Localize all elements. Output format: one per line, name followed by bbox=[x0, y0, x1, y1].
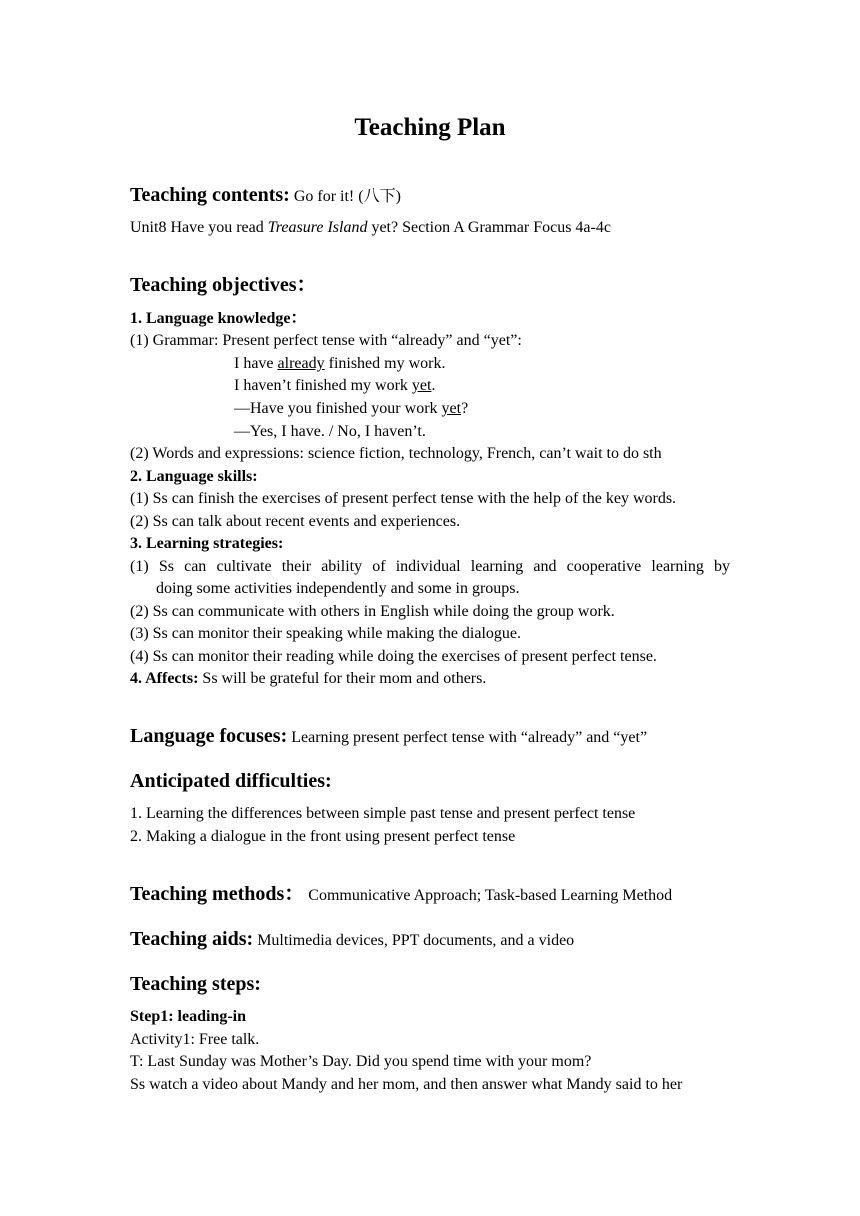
teaching-methods-label: Teaching methods： bbox=[130, 883, 305, 905]
words-line: (2) Words and expressions: science fiction, technology, French, can’t wait to do sth bbox=[130, 445, 662, 462]
skills-item-1: (1) Ss can finish the exercises of present perfect tense with the help of the key words. bbox=[130, 490, 677, 507]
unit-line bbox=[130, 217, 611, 239]
example-3 bbox=[234, 398, 468, 420]
teaching-methods-value: Communicative Approach; Task-based Learning Method bbox=[304, 887, 673, 904]
language-knowledge-title: 1. Language knowledge： bbox=[130, 310, 307, 327]
affects-line bbox=[130, 668, 486, 690]
learning-strategies-title: 3. Learning strategies: bbox=[130, 535, 284, 552]
language-focuses-value: Learning present perfect tense with “already” and “yet” bbox=[287, 729, 648, 746]
example-1-text-a: I have bbox=[234, 355, 278, 372]
difficulties-heading: Anticipated difficulties: bbox=[130, 770, 332, 792]
strategies-item-2: (2) Ss can communicate with others in English while doing the group work. bbox=[130, 603, 615, 620]
language-focuses-label: Language focuses: bbox=[130, 725, 288, 747]
teaching-steps-heading: Teaching steps: bbox=[130, 973, 261, 995]
affects-text: Ss will be grateful for their mom and others. bbox=[198, 670, 487, 687]
teaching-contents-value: Go for it! (八下) bbox=[289, 188, 401, 205]
affects-label: 4. Affects: bbox=[130, 670, 199, 687]
book-title: Treasure Island bbox=[267, 219, 368, 236]
example-1 bbox=[234, 353, 445, 375]
teaching-methods-heading bbox=[130, 881, 672, 909]
difficulty-2: 2. Making a dialogue in the front using present perfect tense bbox=[130, 828, 516, 845]
language-skills-title: 2. Language skills: bbox=[130, 468, 258, 485]
grammar-line: (1) Grammar: Present perfect tense with “already” and “yet”: bbox=[130, 332, 522, 349]
example-2-underlined: yet bbox=[411, 377, 432, 394]
teaching-contents-label: Teaching contents: bbox=[130, 184, 290, 206]
teaching-aids-label: Teaching aids: bbox=[130, 928, 254, 950]
unit-suffix: yet? Section A Grammar Focus 4a-4c bbox=[367, 219, 611, 236]
teacher-line: T: Last Sunday was Mother’s Day. Did you spend time with your mom? bbox=[130, 1053, 592, 1070]
teaching-contents-heading bbox=[130, 182, 401, 210]
unit-prefix: Unit8 Have you read bbox=[130, 219, 268, 236]
skills-item-2: (2) Ss can talk about recent events and experiences. bbox=[130, 513, 461, 530]
students-line: Ss watch a video about Mandy and her mom, and then answer what Mandy said to her bbox=[130, 1076, 683, 1093]
page-title: Teaching Plan bbox=[354, 114, 506, 141]
teaching-aids-value: Multimedia devices, PPT documents, and a video bbox=[253, 932, 575, 949]
example-3-text-b: ? bbox=[461, 400, 469, 417]
activity-1: Activity1: Free talk. bbox=[130, 1031, 260, 1048]
language-focuses-heading bbox=[130, 723, 647, 751]
example-3-underlined: yet bbox=[441, 400, 462, 417]
example-2-text-b: . bbox=[431, 377, 436, 394]
teaching-objectives-heading: Teaching objectives： bbox=[130, 274, 317, 296]
difficulty-1: 1. Learning the differences between simple past tense and present perfect tense bbox=[130, 805, 636, 822]
teaching-aids-heading bbox=[130, 926, 574, 954]
strategies-item-1-line-1: (1) Ss can cultivate their ability of individual learning and cooperative learning by bbox=[130, 558, 730, 575]
example-2-text-a: I haven’t finished my work bbox=[234, 377, 412, 394]
example-4: —Yes, I have. / No, I haven’t. bbox=[234, 423, 426, 440]
strategies-item-1-line-2: doing some activities independently and some in groups. bbox=[156, 580, 520, 597]
strategies-item-4: (4) Ss can monitor their reading while doing the exercises of present perfect tense. bbox=[130, 648, 657, 665]
step-1-title: Step1: leading-in bbox=[130, 1008, 247, 1025]
strategies-item-3: (3) Ss can monitor their speaking while making the dialogue. bbox=[130, 625, 522, 642]
example-3-text-a: —Have you finished your work bbox=[234, 400, 442, 417]
example-1-underlined: already bbox=[277, 355, 325, 372]
example-1-text-b: finished my work. bbox=[324, 355, 446, 372]
example-2 bbox=[234, 375, 435, 397]
